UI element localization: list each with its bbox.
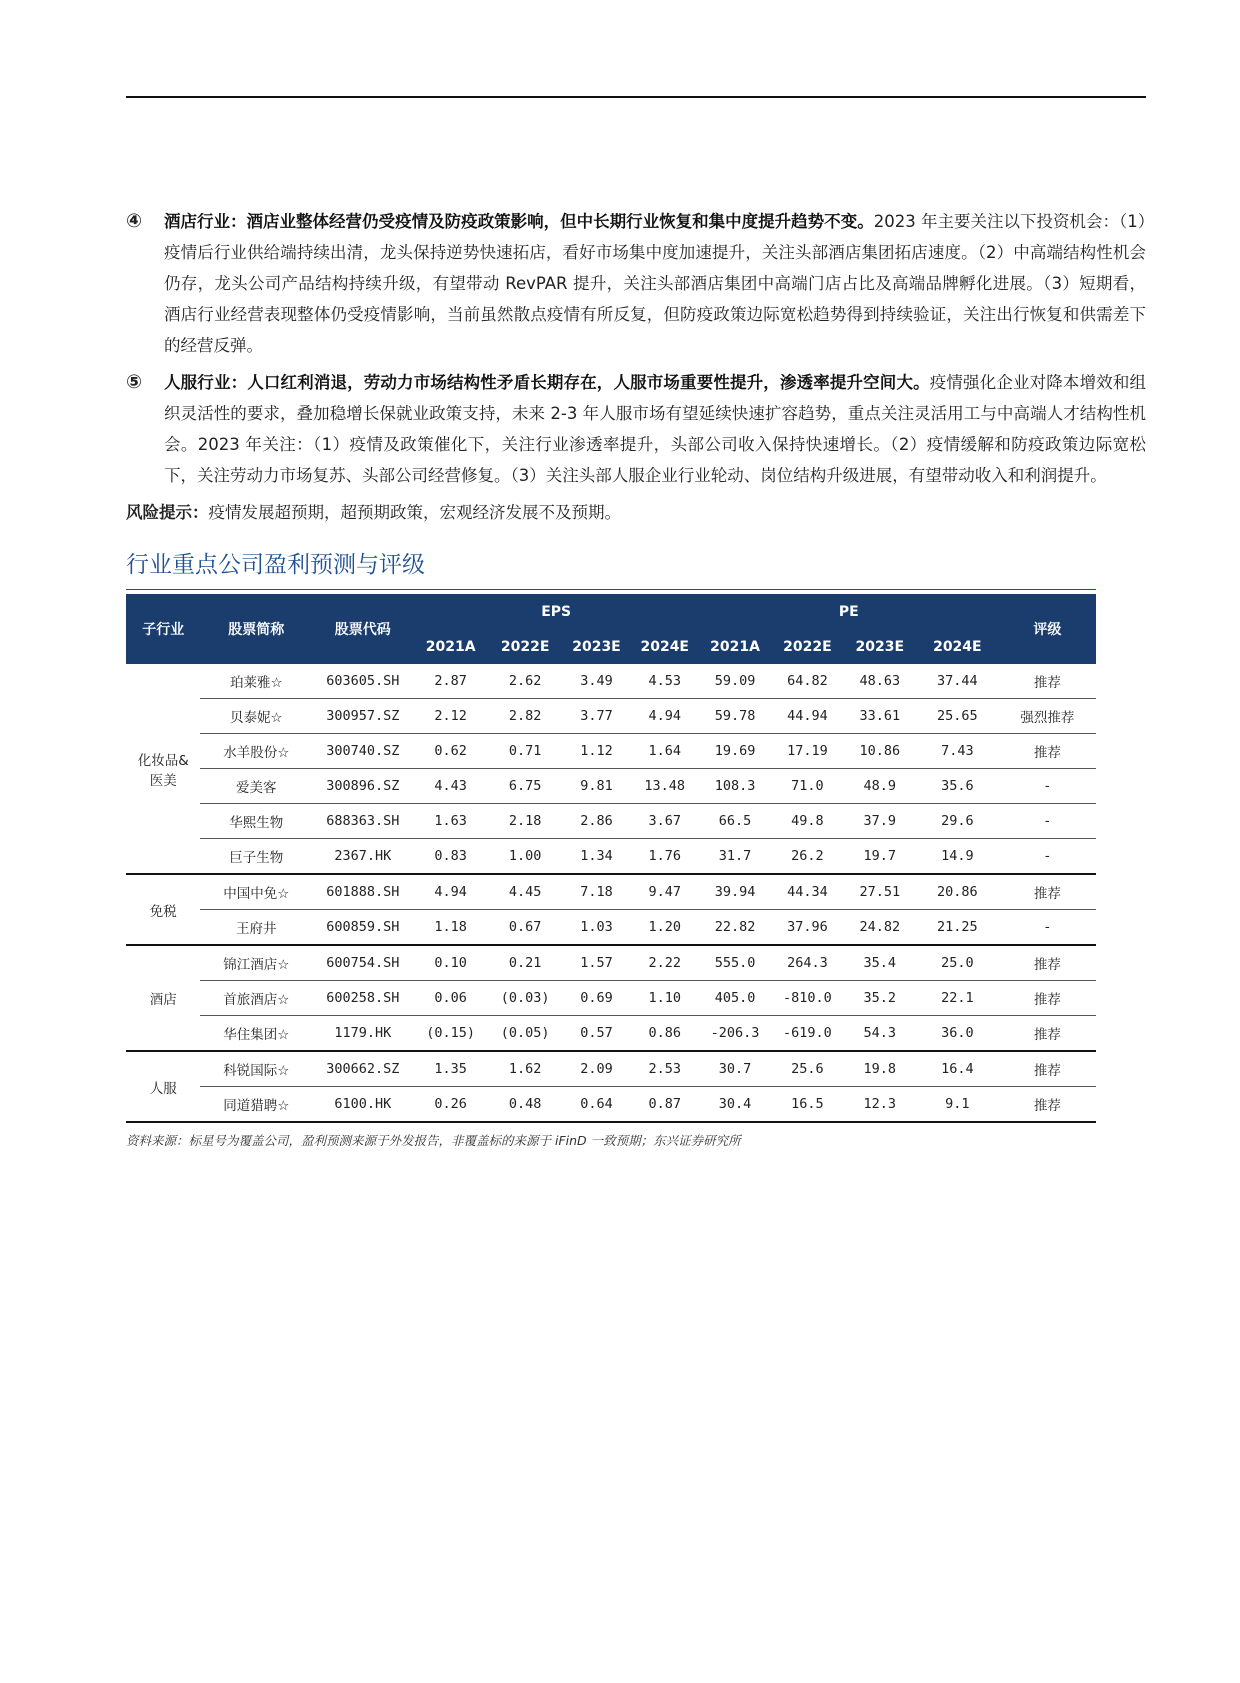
eps-cell: 4.94 bbox=[631, 699, 699, 734]
pe-cell: 64.82 bbox=[771, 664, 843, 699]
stock-code-cell: 300662.SZ bbox=[312, 1051, 413, 1087]
stock-code-cell: 600859.SH bbox=[312, 910, 413, 946]
eps-cell: 4.45 bbox=[488, 874, 562, 910]
eps-cell: 4.53 bbox=[631, 664, 699, 699]
pe-cell: 33.61 bbox=[844, 699, 916, 734]
stock-code-cell: 300896.SZ bbox=[312, 769, 413, 804]
source-note: 资料来源：标星号为覆盖公司，盈利预测来源于外发报告，非覆盖标的来源于 iFinD 一致预期；东兴证券研究所 bbox=[126, 1133, 741, 1148]
stock-name-cell: 华熙生物 bbox=[200, 804, 312, 839]
header-year: 2024E bbox=[631, 630, 699, 664]
eps-cell: 0.83 bbox=[413, 839, 487, 875]
header-stock-code: 股票代码 bbox=[312, 594, 413, 664]
sub-industry-cell: 酒店 bbox=[126, 945, 200, 1051]
rating-cell: 推荐 bbox=[999, 1016, 1096, 1052]
pe-cell: 30.4 bbox=[699, 1087, 771, 1123]
stock-code-cell: 300957.SZ bbox=[312, 699, 413, 734]
rating-cell: - bbox=[999, 769, 1096, 804]
pe-cell: 31.7 bbox=[699, 839, 771, 875]
stock-name-cell: 水羊股份☆ bbox=[200, 734, 312, 769]
eps-cell: 1.35 bbox=[413, 1051, 487, 1087]
eps-cell: 1.63 bbox=[413, 804, 487, 839]
pe-cell: 44.94 bbox=[771, 699, 843, 734]
stock-name-cell: 锦江酒店☆ bbox=[200, 945, 312, 981]
table-row bbox=[126, 981, 1096, 1016]
stock-name-cell: 同道猎聘☆ bbox=[200, 1087, 312, 1123]
pe-cell: 25.0 bbox=[916, 945, 999, 981]
header-eps: EPS bbox=[413, 594, 698, 630]
paragraph-number: ④ bbox=[126, 210, 143, 232]
pe-cell: 17.19 bbox=[771, 734, 843, 769]
stock-name-cell: 首旅酒店☆ bbox=[200, 981, 312, 1016]
title-rule bbox=[126, 589, 1096, 590]
pe-cell: -810.0 bbox=[771, 981, 843, 1016]
pe-cell: 71.0 bbox=[771, 769, 843, 804]
sub-industry-cell: 人服 bbox=[126, 1051, 200, 1122]
pe-cell: 59.78 bbox=[699, 699, 771, 734]
table-row bbox=[126, 664, 1096, 699]
pe-cell: 19.7 bbox=[844, 839, 916, 875]
pe-cell: 36.0 bbox=[916, 1016, 999, 1052]
eps-cell: 9.47 bbox=[631, 874, 699, 910]
stock-code-cell: 688363.SH bbox=[312, 804, 413, 839]
paragraph-lead: 人服行业：人口红利消退，劳动力市场结构性矛盾长期存在，人服市场重要性提升，渗透率提升空间大。 bbox=[164, 373, 930, 392]
pe-cell: 35.4 bbox=[844, 945, 916, 981]
eps-cell: 1.64 bbox=[631, 734, 699, 769]
eps-cell: 1.62 bbox=[488, 1051, 562, 1087]
rating-cell: 推荐 bbox=[999, 874, 1096, 910]
eps-cell: 0.67 bbox=[488, 910, 562, 946]
eps-cell: 0.64 bbox=[562, 1087, 630, 1123]
rating-cell: - bbox=[999, 910, 1096, 946]
pe-cell: 37.96 bbox=[771, 910, 843, 946]
section-title: 行业重点公司盈利预测与评级 bbox=[126, 552, 425, 578]
pe-cell: 22.82 bbox=[699, 910, 771, 946]
rating-cell: 推荐 bbox=[999, 664, 1096, 699]
eps-cell: 0.69 bbox=[562, 981, 630, 1016]
stock-code-cell: 6100.HK bbox=[312, 1087, 413, 1123]
table-row bbox=[126, 910, 1096, 946]
eps-cell: 2.18 bbox=[488, 804, 562, 839]
pe-cell: 108.3 bbox=[699, 769, 771, 804]
eps-cell: 1.76 bbox=[631, 839, 699, 875]
eps-cell: 2.62 bbox=[488, 664, 562, 699]
header-pe: PE bbox=[699, 594, 999, 630]
pe-cell: 10.86 bbox=[844, 734, 916, 769]
stock-code-cell: 600258.SH bbox=[312, 981, 413, 1016]
pe-cell: 25.65 bbox=[916, 699, 999, 734]
pe-cell: 37.9 bbox=[844, 804, 916, 839]
eps-cell: 0.71 bbox=[488, 734, 562, 769]
eps-cell: 1.12 bbox=[562, 734, 630, 769]
header-year: 2023E bbox=[844, 630, 916, 664]
table-row bbox=[126, 1016, 1096, 1052]
stock-code-cell: 600754.SH bbox=[312, 945, 413, 981]
rating-cell: - bbox=[999, 839, 1096, 875]
risk-notice bbox=[126, 497, 1146, 528]
eps-cell: (0.05) bbox=[488, 1016, 562, 1052]
eps-cell: 1.03 bbox=[562, 910, 630, 946]
eps-cell: 2.53 bbox=[631, 1051, 699, 1087]
header-year: 2021A bbox=[413, 630, 487, 664]
header-year: 2022E bbox=[771, 630, 843, 664]
pe-cell: 19.69 bbox=[699, 734, 771, 769]
paragraph-text: 疫情强化企业对降本增效和组织灵活性的要求，叠加稳增长保就业政策支持，未来 2-3 年人服市场有望延续快速扩容趋势，重点关注灵活用工与中高端人才结构性机会。2023 年关注：（1）疫情及政策催化下，关注行业渗透率提升，头部公司收入保持快速增长。（2）疫情缓解和防疫政策边际宽松下，关注劳动力市场复苏、头部公司经营修复。（3）关注头部人服企业行业轮动、岗位结构升级进展，有望带动收入和利润提升。 bbox=[164, 373, 1147, 485]
stock-name-cell: 科锐国际☆ bbox=[200, 1051, 312, 1087]
pe-cell: 27.51 bbox=[844, 874, 916, 910]
stock-code-cell: 603605.SH bbox=[312, 664, 413, 699]
sub-industry-cell: 化妆品&医美 bbox=[126, 664, 200, 874]
pe-cell: 12.3 bbox=[844, 1087, 916, 1123]
header-rating: 评级 bbox=[999, 594, 1096, 664]
pe-cell: 24.82 bbox=[844, 910, 916, 946]
pe-cell: 25.6 bbox=[771, 1051, 843, 1087]
stock-code-cell: 2367.HK bbox=[312, 839, 413, 875]
eps-cell: 0.87 bbox=[631, 1087, 699, 1123]
eps-cell: 0.48 bbox=[488, 1087, 562, 1123]
pe-cell: 16.5 bbox=[771, 1087, 843, 1123]
eps-cell: 2.12 bbox=[413, 699, 487, 734]
pe-cell: 405.0 bbox=[699, 981, 771, 1016]
table-body bbox=[126, 664, 1096, 1122]
pe-cell: 21.25 bbox=[916, 910, 999, 946]
table-row bbox=[126, 699, 1096, 734]
rating-cell: 推荐 bbox=[999, 945, 1096, 981]
eps-cell: 0.06 bbox=[413, 981, 487, 1016]
rating-cell: 推荐 bbox=[999, 1087, 1096, 1123]
stock-name-cell: 巨子生物 bbox=[200, 839, 312, 875]
stock-name-cell: 爱美客 bbox=[200, 769, 312, 804]
stock-code-cell: 601888.SH bbox=[312, 874, 413, 910]
pe-cell: 264.3 bbox=[771, 945, 843, 981]
eps-cell: 3.67 bbox=[631, 804, 699, 839]
eps-cell: 0.86 bbox=[631, 1016, 699, 1052]
paragraph-hr bbox=[126, 367, 1146, 491]
eps-cell: 1.10 bbox=[631, 981, 699, 1016]
pe-cell: 37.44 bbox=[916, 664, 999, 699]
table-row bbox=[126, 734, 1096, 769]
eps-cell: 1.34 bbox=[562, 839, 630, 875]
header-year: 2023E bbox=[562, 630, 630, 664]
paragraph-number: ⑤ bbox=[126, 371, 143, 393]
eps-cell: 3.77 bbox=[562, 699, 630, 734]
rating-cell: 强烈推荐 bbox=[999, 699, 1096, 734]
eps-cell: 0.26 bbox=[413, 1087, 487, 1123]
sub-industry-cell: 免税 bbox=[126, 874, 200, 945]
paragraph-lead: 酒店行业：酒店业整体经营仍受疫情及防疫政策影响，但中长期行业恢复和集中度提升趋势不变。 bbox=[164, 212, 874, 231]
pe-cell: 20.86 bbox=[916, 874, 999, 910]
header-rule bbox=[126, 96, 1146, 98]
pe-cell: 49.8 bbox=[771, 804, 843, 839]
eps-cell: 0.62 bbox=[413, 734, 487, 769]
eps-cell: 1.57 bbox=[562, 945, 630, 981]
table-row bbox=[126, 874, 1096, 910]
eps-cell: 2.87 bbox=[413, 664, 487, 699]
eps-cell: 2.09 bbox=[562, 1051, 630, 1087]
risk-text: 疫情发展超预期，超预期政策，宏观经济发展不及预期。 bbox=[208, 503, 621, 522]
eps-cell: 0.57 bbox=[562, 1016, 630, 1052]
eps-cell: 4.94 bbox=[413, 874, 487, 910]
header-year: 2022E bbox=[488, 630, 562, 664]
pe-cell: 54.3 bbox=[844, 1016, 916, 1052]
pe-cell: 30.7 bbox=[699, 1051, 771, 1087]
eps-cell: 4.43 bbox=[413, 769, 487, 804]
stock-code-cell: 1179.HK bbox=[312, 1016, 413, 1052]
eps-cell: 1.18 bbox=[413, 910, 487, 946]
rating-cell: 推荐 bbox=[999, 981, 1096, 1016]
eps-cell: 7.18 bbox=[562, 874, 630, 910]
eps-cell: 0.10 bbox=[413, 945, 487, 981]
pe-cell: 29.6 bbox=[916, 804, 999, 839]
stock-name-cell: 珀莱雅☆ bbox=[200, 664, 312, 699]
pe-cell: 19.8 bbox=[844, 1051, 916, 1087]
table-row bbox=[126, 1087, 1096, 1123]
pe-cell: 48.9 bbox=[844, 769, 916, 804]
pe-cell: 59.09 bbox=[699, 664, 771, 699]
pe-cell: 9.1 bbox=[916, 1087, 999, 1123]
header-year: 2021A bbox=[699, 630, 771, 664]
table-row bbox=[126, 804, 1096, 839]
eps-cell: (0.15) bbox=[413, 1016, 487, 1052]
paragraph-text: 2023 年主要关注以下投资机会：（1）疫情后行业供给端持续出清，龙头保持逆势快速拓店，看好市场集中度加速提升，关注头部酒店集团拓店速度。（2）中高端结构性机会仍存，龙头公司产品结构持续升级，有望带动 RevPAR 提升，关注头部酒店集团中高端门店占比及高端品牌孵化进展。（3）短期看，酒店行业经营表现整体仍受疫情影响，当前虽然散点疫情有所反复，但防疫政策边际宽松趋势得到持续验证，关注出行恢复和供需差下的经营反弹。 bbox=[164, 212, 1147, 355]
eps-cell: 2.82 bbox=[488, 699, 562, 734]
eps-cell: 13.48 bbox=[631, 769, 699, 804]
eps-cell: (0.03) bbox=[488, 981, 562, 1016]
stock-name-cell: 中国中免☆ bbox=[200, 874, 312, 910]
table-row bbox=[126, 1051, 1096, 1087]
table-row bbox=[126, 769, 1096, 804]
eps-cell: 2.86 bbox=[562, 804, 630, 839]
eps-cell: 6.75 bbox=[488, 769, 562, 804]
pe-cell: -619.0 bbox=[771, 1016, 843, 1052]
header-stock-name: 股票简称 bbox=[200, 594, 312, 664]
eps-cell: 9.81 bbox=[562, 769, 630, 804]
pe-cell: 48.63 bbox=[844, 664, 916, 699]
pe-cell: 66.5 bbox=[699, 804, 771, 839]
eps-cell: 3.49 bbox=[562, 664, 630, 699]
pe-cell: 14.9 bbox=[916, 839, 999, 875]
stock-name-cell: 华住集团☆ bbox=[200, 1016, 312, 1052]
pe-cell: 22.1 bbox=[916, 981, 999, 1016]
header-sub-industry: 子行业 bbox=[126, 594, 200, 664]
eps-cell: 2.22 bbox=[631, 945, 699, 981]
pe-cell: 35.6 bbox=[916, 769, 999, 804]
eps-cell: 0.21 bbox=[488, 945, 562, 981]
report-body bbox=[126, 206, 1146, 1149]
table-row bbox=[126, 945, 1096, 981]
table-row bbox=[126, 839, 1096, 875]
rating-cell: 推荐 bbox=[999, 734, 1096, 769]
pe-cell: 39.94 bbox=[699, 874, 771, 910]
paragraph-hotel bbox=[126, 206, 1146, 361]
pe-cell: 44.34 bbox=[771, 874, 843, 910]
stock-name-cell: 贝泰妮☆ bbox=[200, 699, 312, 734]
eps-cell: 1.20 bbox=[631, 910, 699, 946]
header-year: 2024E bbox=[916, 630, 999, 664]
pe-cell: 7.43 bbox=[916, 734, 999, 769]
rating-cell: 推荐 bbox=[999, 1051, 1096, 1087]
pe-cell: 16.4 bbox=[916, 1051, 999, 1087]
risk-label: 风险提示： bbox=[126, 503, 209, 522]
rating-cell: - bbox=[999, 804, 1096, 839]
pe-cell: 35.2 bbox=[844, 981, 916, 1016]
eps-cell: 1.00 bbox=[488, 839, 562, 875]
pe-cell: -206.3 bbox=[699, 1016, 771, 1052]
stock-code-cell: 300740.SZ bbox=[312, 734, 413, 769]
pe-cell: 555.0 bbox=[699, 945, 771, 981]
pe-cell: 26.2 bbox=[771, 839, 843, 875]
stock-name-cell: 王府井 bbox=[200, 910, 312, 946]
forecast-table bbox=[126, 594, 1096, 1123]
